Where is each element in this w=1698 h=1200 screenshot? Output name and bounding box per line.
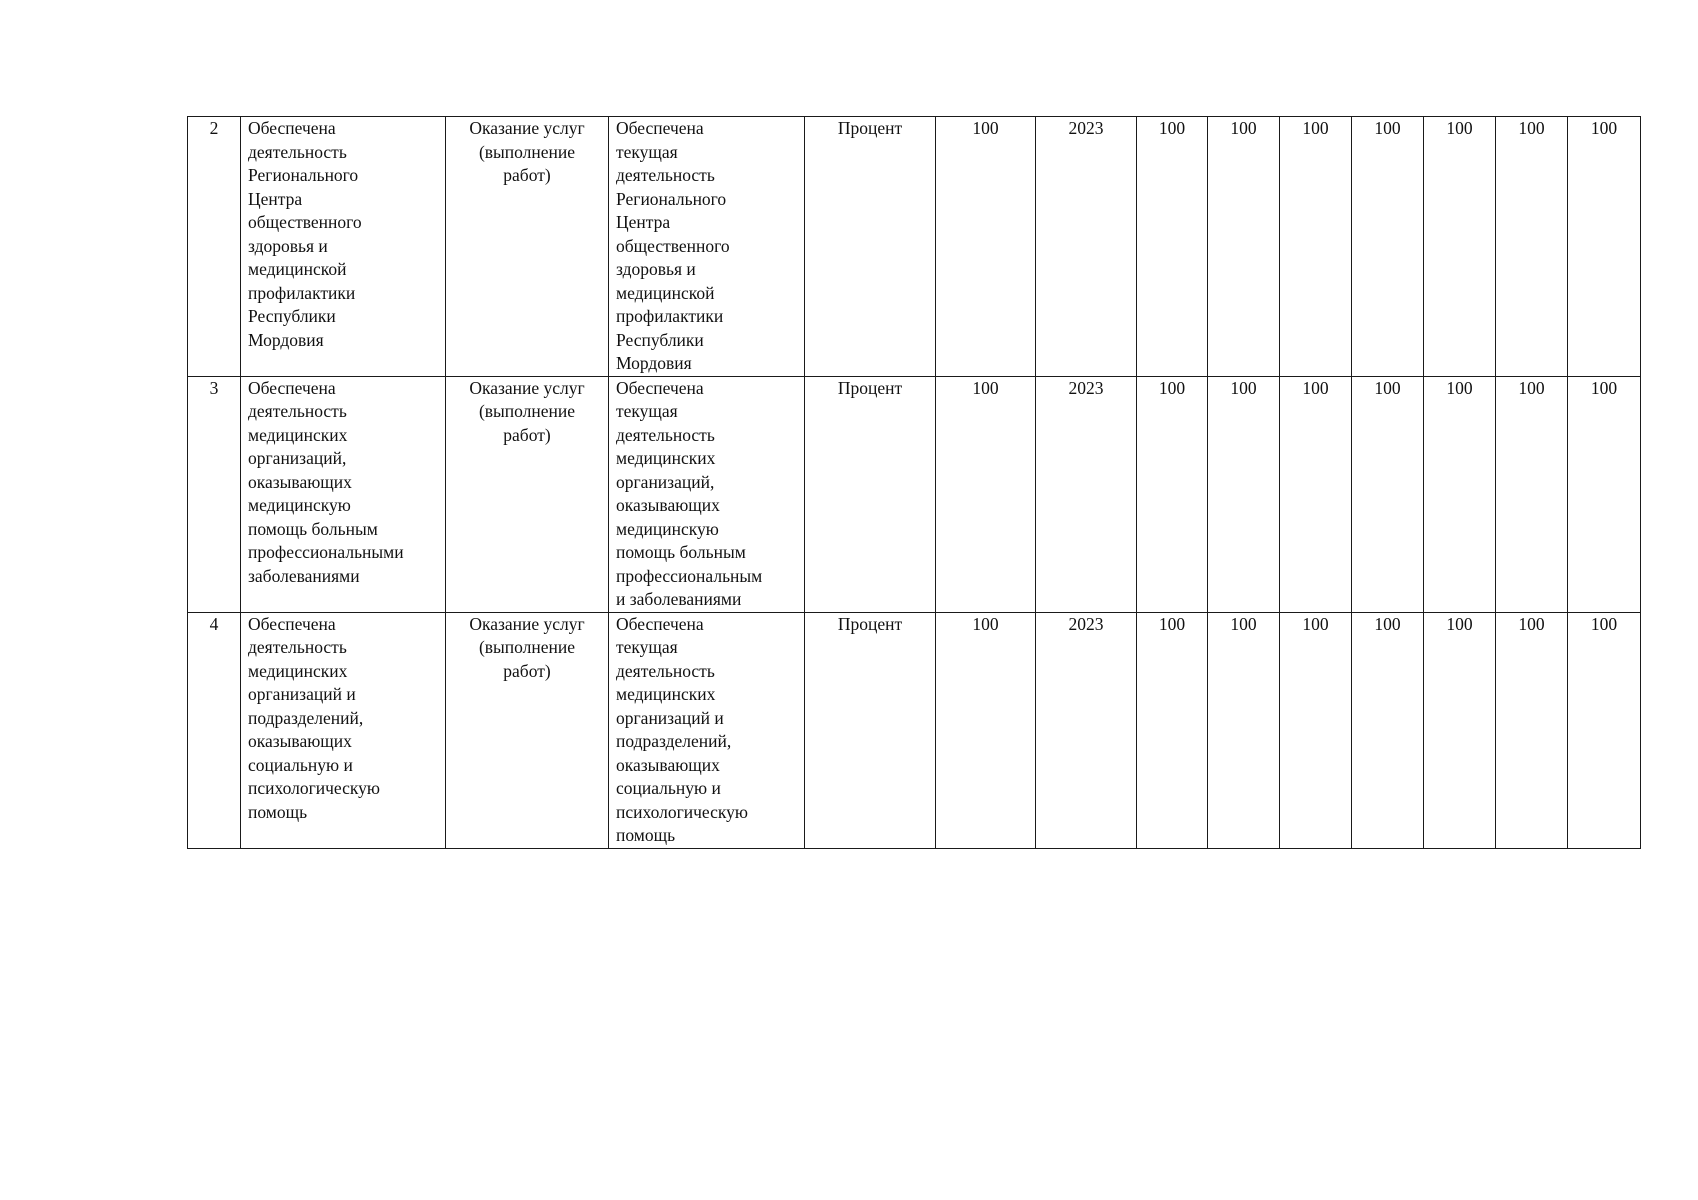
table-row [188,612,1641,848]
value-cell: 100 [1496,117,1568,377]
result-type: Оказание услуг (выполнение работ) [469,118,585,185]
result-type: Оказание услуг (выполнение работ) [469,377,585,445]
unit-cell: Процент [805,117,936,377]
base-value-cell: 100 [936,376,1036,612]
unit-cell: Процент [805,376,936,612]
value-cell: 100 [1137,117,1208,377]
unit-cell: Процент [805,612,936,848]
result-name-cell [241,117,446,377]
row-number: 3 [188,376,241,612]
type-cell [446,376,609,612]
value-cell: 100 [1496,376,1568,612]
results-table [187,116,1641,849]
type-cell [446,612,609,848]
value-cell: 100 [1137,612,1208,848]
base-year-cell: 2023 [1036,376,1137,612]
value-cell: 100 [1280,612,1352,848]
description-cell [609,376,805,612]
description-cell [609,612,805,848]
base-value-cell: 100 [936,612,1036,848]
value-cell: 100 [1568,376,1641,612]
base-value-cell: 100 [936,117,1036,377]
table-row [188,376,1641,612]
value-cell: 100 [1568,612,1641,848]
result-name: Обеспечена деятельность медицинских организаций и подразделений, оказывающих социальную и психологическую помощь [248,613,380,822]
result-description: Обеспечена текущая деятельность Регионального Центра общественного здоровья и медицинской профилактики Республики Мордовия [616,118,730,373]
value-cell: 100 [1352,117,1424,377]
result-description: Обеспечена текущая деятельность медицинских организаций, оказывающих медицинскую помощь больным профессиональным и заболеваниями [616,377,763,609]
row-number: 2 [188,117,241,377]
result-name: Обеспечена деятельность Регионального Центра общественного здоровья и медицинской профилактики Республики Мордовия [248,118,362,350]
type-cell [446,117,609,377]
result-name-cell [241,612,446,848]
value-cell: 100 [1208,376,1280,612]
value-cell: 100 [1496,612,1568,848]
value-cell: 100 [1137,376,1208,612]
value-cell: 100 [1424,612,1496,848]
value-cell: 100 [1208,612,1280,848]
result-name-cell [241,376,446,612]
row-number: 4 [188,612,241,848]
value-cell: 100 [1424,117,1496,377]
value-cell: 100 [1208,117,1280,377]
description-cell [609,117,805,377]
base-year-cell: 2023 [1036,117,1137,377]
value-cell: 100 [1352,612,1424,848]
value-cell: 100 [1352,376,1424,612]
result-type: Оказание услуг (выполнение работ) [469,613,585,681]
base-year-cell: 2023 [1036,612,1137,848]
result-name: Обеспечена деятельность медицинских организаций, оказывающих медицинскую помощь больным профессиональными заболеваниями [248,377,404,586]
value-cell: 100 [1568,117,1641,377]
value-cell: 100 [1424,376,1496,612]
value-cell: 100 [1280,376,1352,612]
table-row [188,117,1641,377]
result-description: Обеспечена текущая деятельность медицинских организаций и подразделений, оказывающих социальную и психологическую помощь [616,613,748,845]
value-cell: 100 [1280,117,1352,377]
